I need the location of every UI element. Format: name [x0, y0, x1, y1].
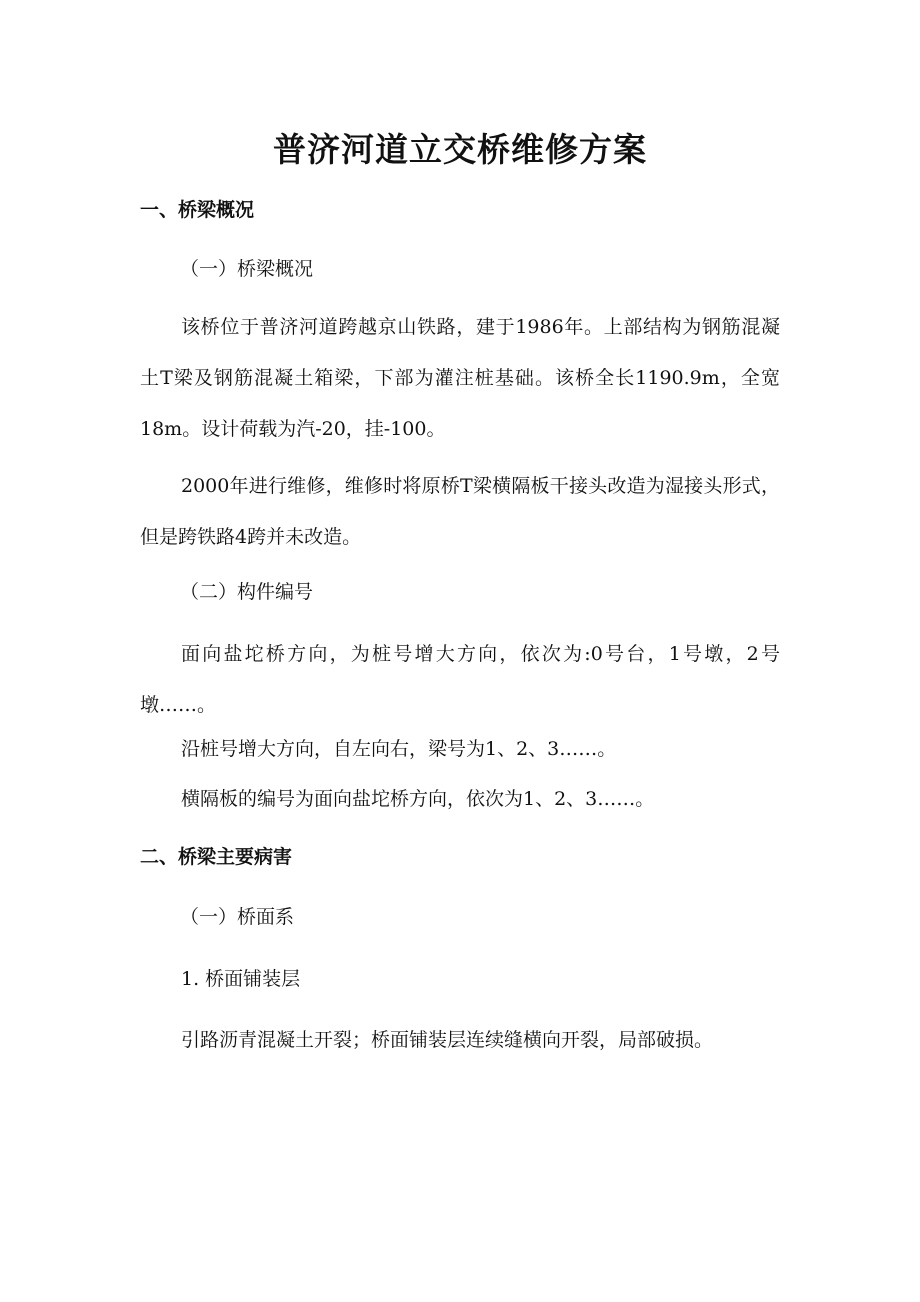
- section-1-sub1-paragraph-1: 该桥位于普济河道跨越京山铁路，建于1986年。上部结构为钢筋混凝土T梁及钢筋混凝土箱梁，下部为灌注桩基础。该桥全长1190.9m，全宽18m。设计荷载为汽-20，挂-100。: [140, 316, 780, 440]
- section-1-sub2-paragraph-1: 面向盐坨桥方向，为桩号增大方向，依次为:0号台，1号墩，2号墩……。: [140, 643, 780, 716]
- section-1-heading: 一、桥梁概况: [140, 199, 255, 221]
- section-1-sub2-line-2: 横隔板的编号为面向盐坨桥方向，依次为1、2、3……。: [181, 788, 655, 810]
- section-1-sub1-heading: （一）桥梁概况: [180, 258, 314, 280]
- section-2-item-1-heading: 1. 桥面铺装层: [181, 968, 301, 990]
- section-1-sub2-line-1: 沿桩号增大方向，自左向右，梁号为1、2、3……。: [181, 738, 617, 760]
- section-1-sub2-heading: （二）构件编号: [180, 581, 314, 603]
- section-2-sub1-heading: （一）桥面系: [180, 906, 295, 928]
- document-title: 普济河道立交桥维修方案: [273, 130, 647, 169]
- section-1-sub1-paragraph-2: 2000年进行维修，维修时将原桥T梁横隔板干接头改造为湿接头形式，但是跨铁路4跨并未改造。: [140, 475, 780, 548]
- section-2-item-1-paragraph: 引路沥青混凝土开裂；桥面铺装层连续缝横向开裂，局部破损。: [181, 1029, 714, 1051]
- section-2-heading: 二、桥梁主要病害: [140, 846, 293, 868]
